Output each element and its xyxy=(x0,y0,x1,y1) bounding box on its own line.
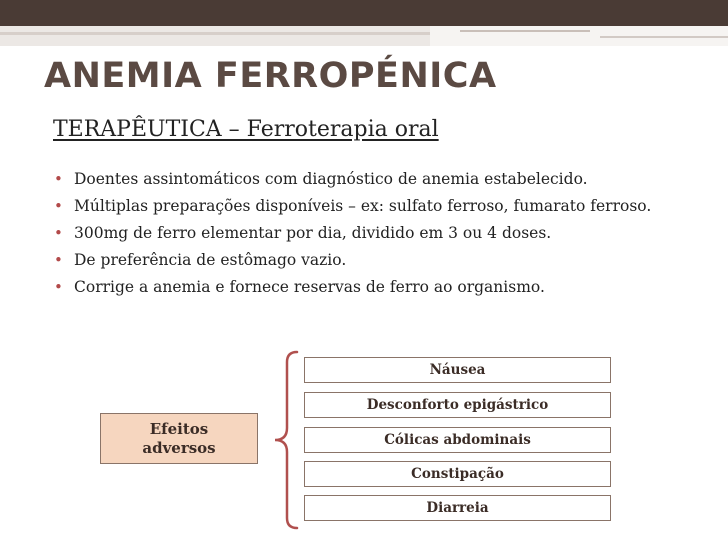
adverse-effects-label-line1: Efeitos xyxy=(149,419,209,438)
bullet-item xyxy=(54,169,686,190)
top-header-bar xyxy=(0,0,728,26)
slide-title: ANEMIA FERROPÉNICA xyxy=(44,56,497,96)
slide-subtitle: TERAPÊUTICA – Ferroterapia oral xyxy=(53,117,439,142)
bullet-list xyxy=(54,169,686,304)
effect-item-nausea: Náusea xyxy=(304,357,611,383)
bracket-connector xyxy=(265,348,305,532)
decorative-line xyxy=(600,36,728,38)
bullet-item xyxy=(54,250,686,271)
effect-item-abdominal-cramps: Cólicas abdominais xyxy=(304,427,611,453)
bullet-text: 300mg de ferro elementar por dia, dividido em 3 ou 4 doses. xyxy=(74,224,552,242)
bullet-item xyxy=(54,196,686,217)
bullet-text: Corrige a anemia e fornece reservas de ferro ao organismo. xyxy=(74,278,545,296)
decorative-line xyxy=(0,32,430,35)
effect-item-epigastric-discomfort: Desconforto epigástrico xyxy=(304,392,611,418)
bullet-icon: • xyxy=(54,278,63,296)
bullet-item xyxy=(54,223,686,244)
adverse-effects-box xyxy=(100,413,258,464)
decorative-strip xyxy=(0,26,728,46)
effect-item-constipation: Constipação xyxy=(304,461,611,487)
adverse-effects-label xyxy=(142,420,215,458)
bullet-item xyxy=(54,277,686,298)
bullet-icon: • xyxy=(54,224,63,242)
bullet-text: De preferência de estômago vazio. xyxy=(74,251,347,269)
bracket-shape xyxy=(275,352,297,528)
adverse-effects-label-line2: adversos xyxy=(142,438,216,457)
decorative-line xyxy=(460,30,590,32)
bullet-icon: • xyxy=(54,197,63,215)
effect-item-diarrhea: Diarreia xyxy=(304,495,611,521)
bullet-text: Múltiplas preparações disponíveis – ex: sulfato ferroso, fumarato ferroso. xyxy=(74,197,652,215)
bullet-icon: • xyxy=(54,251,63,269)
bullet-icon: • xyxy=(54,170,63,188)
bullet-text: Doentes assintomáticos com diagnóstico de anemia estabelecido. xyxy=(74,170,588,188)
